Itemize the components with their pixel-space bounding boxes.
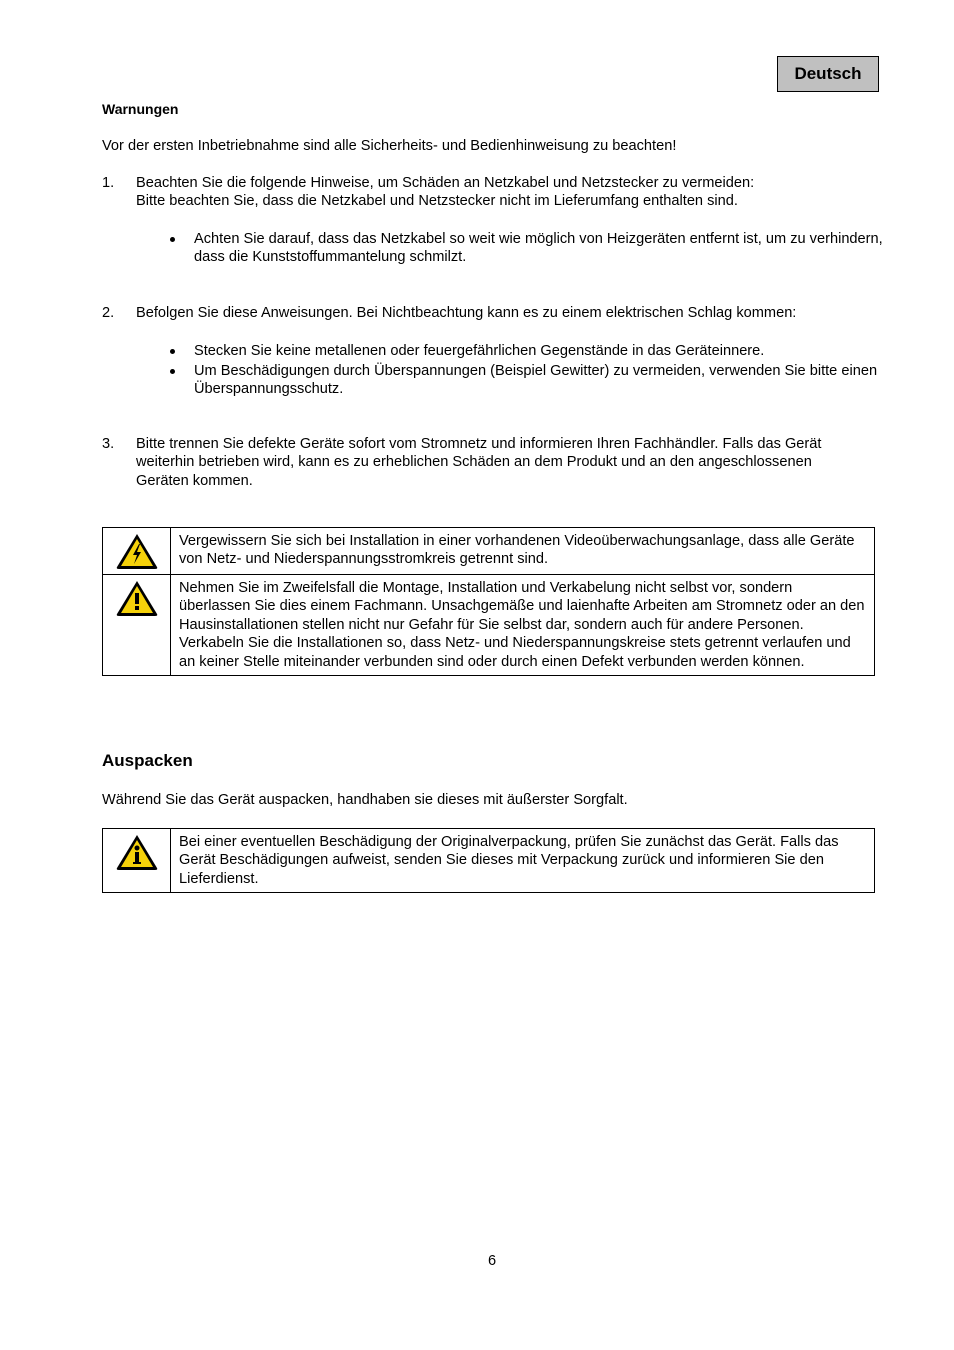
item-number: 2. xyxy=(102,305,115,321)
warning-text xyxy=(171,575,875,676)
bullet-item: Stecken Sie keine metallenen oder feuergefährlichen Gegenstände in das Geräteinnere. xyxy=(166,342,884,360)
item-number: 1. xyxy=(102,175,115,191)
warning-exclamation-icon xyxy=(111,579,162,617)
warnings-table xyxy=(102,527,875,676)
language-badge: Deutsch xyxy=(777,56,879,92)
bullet-item: Um Beschädigungen durch Überspannungen (Beispiel Gewitter) zu vermeiden, verwenden Sie bitte einen Überspannungsschutz. xyxy=(166,362,884,399)
warning-icon-cell xyxy=(103,575,171,676)
warning-paragraph: Nehmen Sie im Zweifelsfall die Montage, Installation und Verkabelung nicht selbst vor, sondern überlassen Sie dies einem Fachmann. Unsachgemäße und laienhafte Arbeiten am Stromnetz oder an den Hausinstallationen stellen nicht nur Gefahr für Sie selbst dar, sondern auch für andere Personen. xyxy=(179,580,865,633)
info-icon xyxy=(111,833,162,871)
unpacking-text: Während Sie das Gerät auspacken, handhaben sie dieses mit äußerster Sorgfalt. xyxy=(102,792,628,808)
info-table xyxy=(102,828,875,893)
item-text xyxy=(136,174,876,211)
item-text: Bitte trennen Sie defekte Geräte sofort vom Stromnetz und informieren Ihren Fachhändler. Falls das Gerät weiterhin betrieben wird, kann es zu erheblichen Schäden an dem Produkt und an den angeschlossenen Geräten kommen. xyxy=(136,436,822,489)
item-line: Beachten Sie die folgende Hinweise, um Schäden an Netzkabel und Netzstecker zu vermeiden: xyxy=(136,175,755,191)
page-number: 6 xyxy=(487,1253,497,1269)
warning-row xyxy=(103,575,875,676)
section-title-unpacking: Auspacken xyxy=(102,751,193,770)
warning-text: Vergewissern Sie sich bei Installation in einer vorhandenen Videoüberwachungsanlage, dass alle Geräte von Netz- und Niederspannungsstromkreis getrennt sind. xyxy=(171,528,875,575)
item-text: Befolgen Sie diese Anweisungen. Bei Nichtbeachtung kann es zu einem elektrischen Schlag kommen: xyxy=(136,305,797,321)
electric-hazard-icon xyxy=(111,532,162,570)
item-number: 3. xyxy=(102,436,115,452)
info-row xyxy=(103,829,875,893)
bullet-item: Achten Sie darauf, dass das Netzkabel so weit wie möglich von Heizgeräten entfernt ist, um zu verhindern, dass die Kunststoffummantelung schmilzt. xyxy=(166,230,884,267)
warning-paragraph: Verkabeln Sie die Installationen so, dass Netz- und Niederspannungskreise stets getrennt verlaufen und an keiner Stelle miteinander verbunden sind oder durch einen Defekt verbunden werden können. xyxy=(179,635,851,670)
section-title-warnings: Warnungen xyxy=(102,101,179,117)
info-text: Bei einer eventuellen Beschädigung der Originalverpackung, prüfen Sie zunächst das Gerät. Falls das Gerät Beschädigungen aufweist, senden Sie dieses mit Verpackung zurück und informieren Sie den Lieferdienst. xyxy=(171,829,875,893)
warning-row xyxy=(103,528,875,575)
intro-text: Vor der ersten Inbetriebnahme sind alle Sicherheits- und Bedienhinweisung zu beachten! xyxy=(102,138,677,154)
item-line: Bitte beachten Sie, dass die Netzkabel und Netzstecker nicht im Lieferumfang enthalten sind. xyxy=(136,193,738,210)
info-icon-cell xyxy=(103,829,171,893)
warning-icon-cell xyxy=(103,528,171,575)
